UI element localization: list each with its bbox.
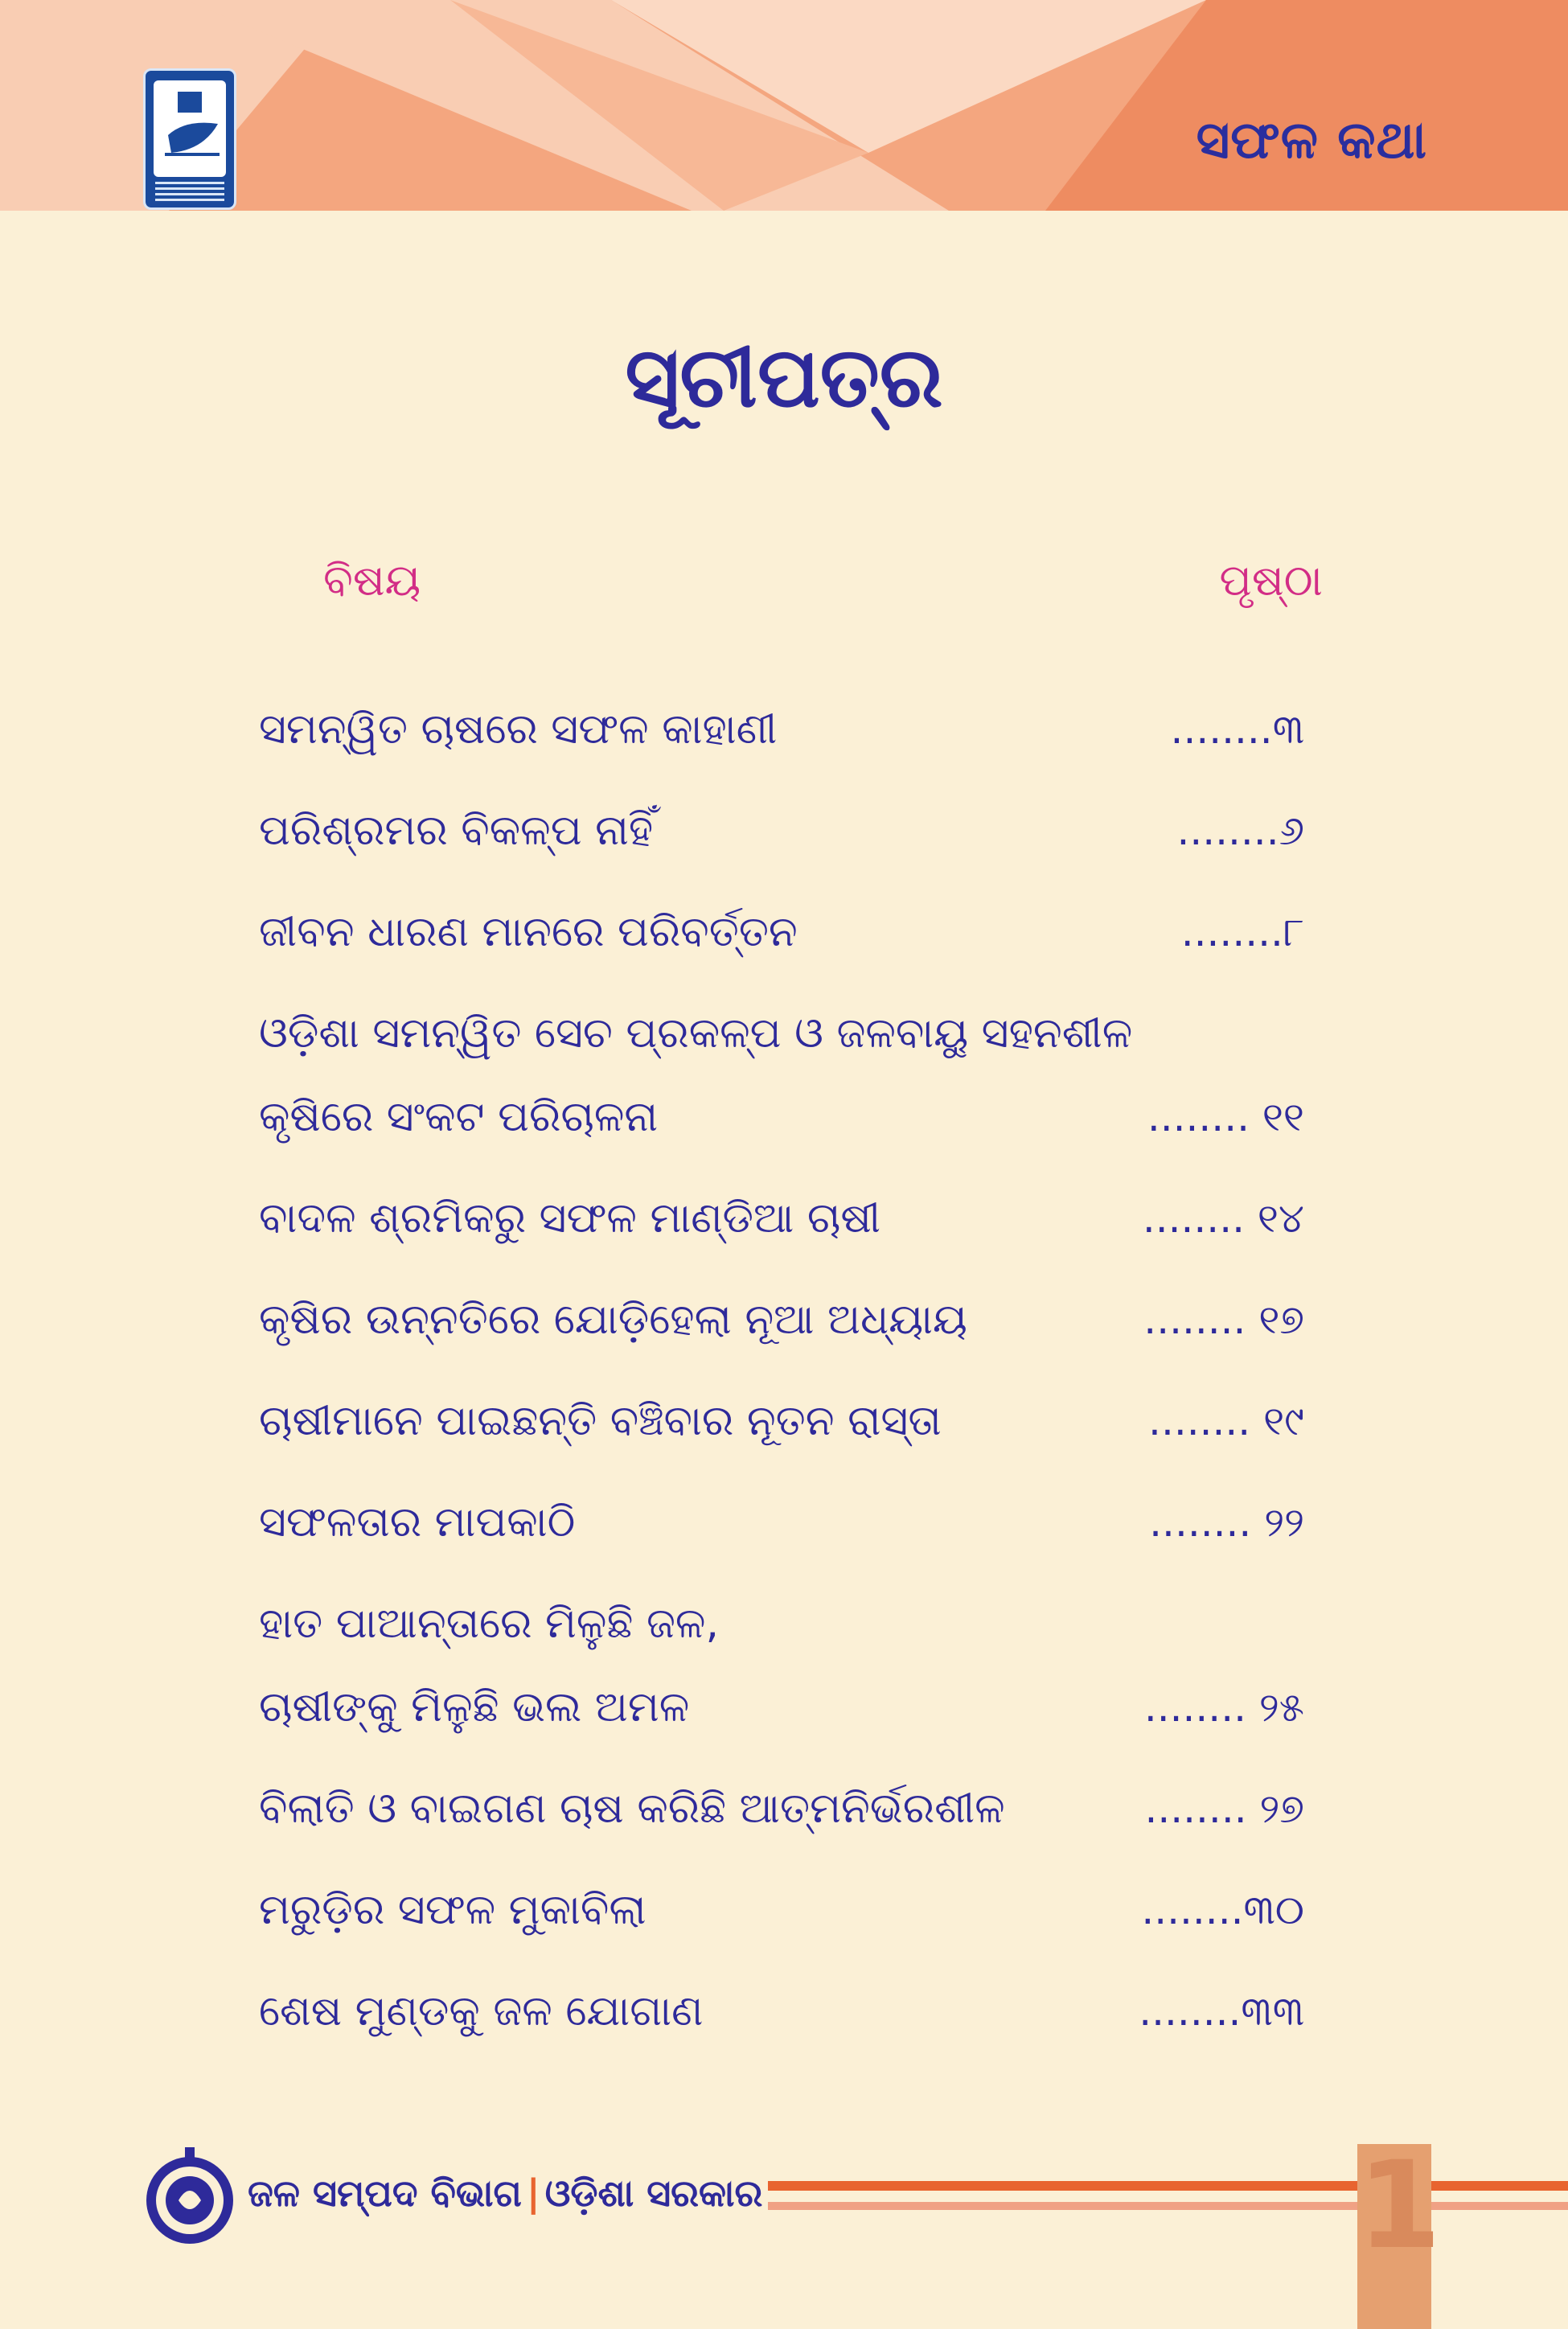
toc-entry-title: କୃଷିରେ ସଂକଟ ପରିଚାଳନା: [259, 1093, 659, 1141]
footer-line-primary: [768, 2181, 1568, 2191]
odisha-emblem-icon: [143, 2144, 236, 2249]
government-name: ଓଡ଼ିଶା ସରକାର: [544, 2171, 763, 2215]
department-name: ଜଳ ସମ୍ପଦ ବିଭାଗ: [248, 2171, 522, 2215]
toc-entry: [259, 1582, 1304, 1749]
toc-entry: [259, 1379, 1304, 1463]
page-title: ସୂଚୀପତ୍ର: [625, 328, 943, 426]
toc-entry: [259, 789, 1304, 873]
bird-emblem-icon: [162, 87, 223, 167]
toc-entry: [259, 1177, 1304, 1260]
toc-entry-title: ଓଡ଼ିଶା ସମନ୍ୱିତ ସେଚ ପ୍ରକଳ୍ପ ଓ ଜଳବାୟୁ ସହନଶୀଳ: [259, 1009, 1133, 1058]
toc-entry-title: ବିଲାତି ଓ ବାଇଗଣ ଚାଷ କରିଛି ଆତ୍ମନିର୍ଭରଶୀଳ: [259, 1785, 1005, 1833]
toc-entry: [259, 1767, 1304, 1850]
toc-entry-page: ........୬: [1176, 807, 1304, 854]
page-number: 1: [1357, 2136, 1442, 2276]
toc-entry-title: କୃଷିର ଉନ୍ନତିରେ ଯୋଡ଼ିହେଲା ନୂଆ ଅଧ୍ୟାୟ: [259, 1296, 967, 1344]
toc-entry-page: ........ ୧୯: [1148, 1398, 1304, 1444]
toc-entry-title: ଶେଷ ମୁଣ୍ଡକୁ ଜଳ ଯୋଗାଣ: [259, 1987, 704, 2035]
column-header-subject: ବିଷୟ: [323, 555, 421, 606]
toc-entry-title: ବାଦଳ ଶ୍ରମିକରୁ ସଫଳ ମାଣ୍ଡିଆ ଚାଷୀ: [259, 1194, 881, 1243]
toc-entry-title: ଜୀବନ ଧାରଣ ମାନରେ ପରିବର୍ତ୍ତନ: [259, 908, 798, 956]
toc-entry-page: ........ ୧୪: [1142, 1195, 1304, 1242]
toc-entry: [259, 1970, 1304, 2053]
toc-entry: [259, 1868, 1304, 1952]
toc-entry: [259, 688, 1304, 771]
footer-line-secondary: [768, 2202, 1568, 2210]
footer-separator: |: [526, 2171, 540, 2215]
toc-entry: [259, 890, 1304, 974]
toc-entry-page: ........ ୧୧: [1147, 1094, 1304, 1140]
toc-entry-title: ଚାଷୀମାନେ ପାଇଛନ୍ତି ବଞ୍ଚିବାର ନୂତନ ରାସ୍ତା: [259, 1397, 942, 1445]
toc-entry-title: ମରୁଡ଼ିର ସଫଳ ମୁକାବିଲା: [259, 1886, 646, 1934]
toc-entry-page: ........ ୨୭: [1144, 1785, 1304, 1832]
header-band: [0, 0, 1568, 211]
toc-entry: [259, 1278, 1304, 1362]
toc-entry-title: ସଫଳତାର ମାପକାଠି: [259, 1498, 576, 1547]
footer-department: [248, 2171, 762, 2216]
toc-entry-page: ........୩: [1170, 706, 1304, 753]
toc-entry-page: ........୩୩: [1139, 1988, 1304, 2035]
toc-entry-page: ........ ୨୨: [1149, 1499, 1304, 1546]
toc-entry-title: ଚାଷୀଙ୍କୁ ମିଳୁଛି ଭଲ ଅମଳ: [259, 1683, 690, 1731]
logo-stripes: [155, 182, 224, 201]
toc-entry-page: ........୮: [1180, 909, 1304, 955]
toc-entry: [259, 992, 1304, 1159]
toc-entry-page: ........ ୨୫: [1143, 1684, 1304, 1731]
series-title: ସଫଳ କଥା: [1196, 111, 1427, 170]
column-header-page: ପୃଷ୍ଠା: [1219, 555, 1323, 606]
toc-entry-page: ........ ୧୭: [1143, 1296, 1304, 1343]
toc-entry: [259, 1481, 1304, 1564]
toc-entry-title: ସମନ୍ୱିତ ଚାଷରେ ସଫଳ କାହାଣୀ: [259, 705, 778, 754]
logo: [143, 68, 236, 210]
toc-entry-title: ହାତ ପାଆନ୍ତାରେ ମିଳୁଛି ଜଳ,: [259, 1600, 719, 1648]
toc-entry-title: ପରିଶ୍ରମର ବିକଳ୍ପ ନାହିଁ: [259, 807, 654, 855]
toc-entry-page: ........୩୦: [1141, 1887, 1304, 1933]
